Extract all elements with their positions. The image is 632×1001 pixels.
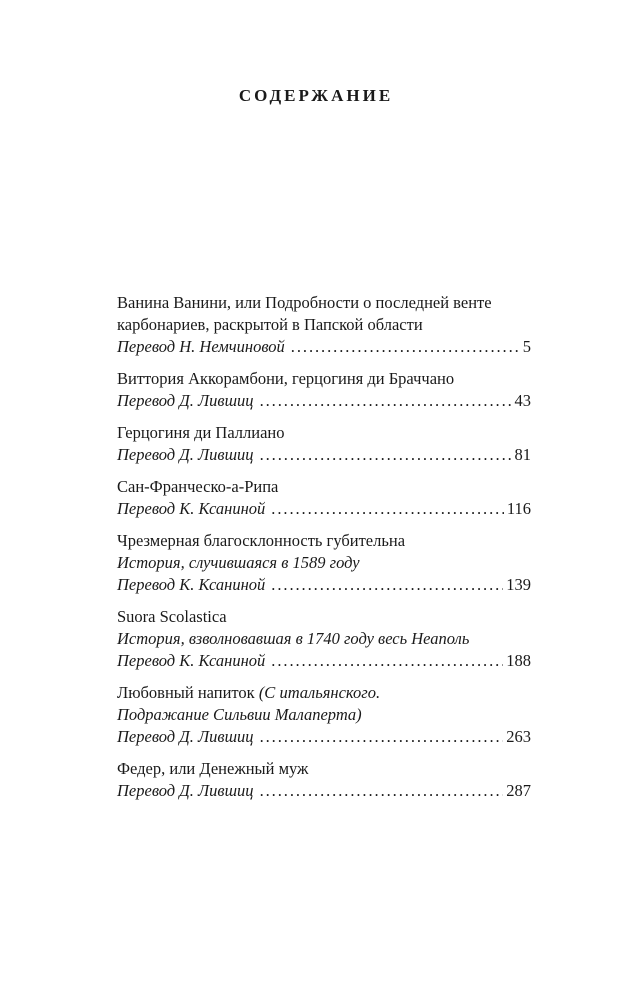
entry-translator: Перевод Н. Немчиновой xyxy=(117,337,285,356)
entry-translator: Перевод К. Ксаниной xyxy=(117,575,266,594)
entry-title: Ванина Ванини, или Подробности о последней венте xyxy=(117,293,492,312)
entry-page-number: 5 xyxy=(522,337,531,356)
leader-dots xyxy=(291,336,520,358)
table-of-contents xyxy=(117,292,531,812)
entry-title-line xyxy=(117,422,531,444)
entry-title: Любовный напиток xyxy=(117,683,259,702)
entry-translator: Перевод Д. Лившиц xyxy=(117,781,254,800)
toc-entry[interactable] xyxy=(117,758,531,802)
entry-translator: Перевод Д. Лившиц xyxy=(117,391,254,410)
leader-dots xyxy=(260,444,512,466)
toc-entry[interactable] xyxy=(117,606,531,672)
entry-title-line xyxy=(117,552,531,574)
entry-title-line xyxy=(117,292,531,314)
entry-title-line xyxy=(117,758,531,780)
entry-translator: Перевод Д. Лившиц xyxy=(117,445,254,464)
entry-subtitle: История, случившаяся в 1589 году xyxy=(117,553,360,572)
entry-page-number: 263 xyxy=(506,727,531,746)
entry-title-line xyxy=(117,314,531,336)
entry-title-line xyxy=(117,704,531,726)
entry-title-line xyxy=(117,530,531,552)
entry-page-number: 287 xyxy=(506,781,531,800)
entry-title-line xyxy=(117,606,531,628)
entry-title: Герцогиня ди Паллиано xyxy=(117,423,285,442)
leader-dots xyxy=(260,390,512,412)
entry-title: карбонариев, раскрытой в Папской области xyxy=(117,315,423,334)
leader-dots xyxy=(260,780,504,802)
entry-title-line xyxy=(117,628,531,650)
entry-title: Федер, или Денежный муж xyxy=(117,759,309,778)
toc-entry[interactable] xyxy=(117,292,531,358)
entry-translator: Перевод Д. Лившиц xyxy=(117,727,254,746)
toc-entry[interactable] xyxy=(117,682,531,748)
entry-title-line xyxy=(117,368,531,390)
toc-entry[interactable] xyxy=(117,476,531,520)
leader-dots xyxy=(260,726,504,748)
entry-subtitle: История, взволновавшая в 1740 году весь Неаполь xyxy=(117,629,470,648)
entry-title: Виттория Аккорамбони, герцогиня ди Браччано xyxy=(117,369,455,388)
entry-title: Чрезмерная благосклонность губительна xyxy=(117,531,406,550)
entry-page-number: 188 xyxy=(506,651,531,670)
entry-translator: Перевод К. Ксаниной xyxy=(117,651,266,670)
entry-page-number: 81 xyxy=(514,445,531,464)
leader-dots xyxy=(271,574,503,596)
entry-title-line xyxy=(117,682,531,704)
entry-title: Сан-Франческо-а-Рипа xyxy=(117,477,279,496)
entry-translator: Перевод К. Ксаниной xyxy=(117,499,266,518)
entry-page-number: 139 xyxy=(506,575,531,594)
toc-entry[interactable] xyxy=(117,368,531,412)
leader-dots xyxy=(271,650,503,672)
page-title: СОДЕРЖАНИЕ xyxy=(238,86,394,105)
leader-dots xyxy=(271,498,504,520)
entry-subtitle: Подражание Сильвии Малаперта) xyxy=(117,705,362,724)
entry-page-number: 116 xyxy=(506,499,531,518)
toc-entry[interactable] xyxy=(117,422,531,466)
entry-title: Suora Scolastica xyxy=(117,607,227,626)
toc-entry[interactable] xyxy=(117,530,531,596)
entry-title-line xyxy=(117,476,531,498)
entry-subtitle: (С итальянского. xyxy=(258,683,381,702)
entry-page-number: 43 xyxy=(514,391,531,410)
